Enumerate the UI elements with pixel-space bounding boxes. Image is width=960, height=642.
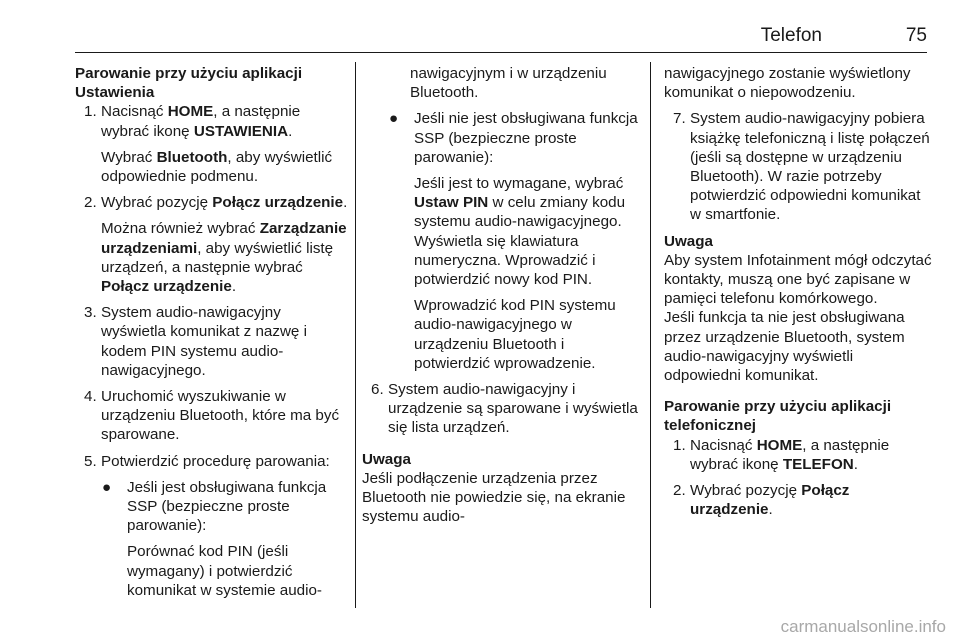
note-text: Jeśli podłączenie urządzenia przez Bluetooth nie powiedzie się, na ekranie systemu audio-	[362, 469, 626, 526]
step-4: 4. Uruchomić wyszukiwanie w urządzeniu Bluetooth, które ma być sparowane.	[84, 388, 340, 444]
note-body: Jeśli funkcja ta nie jest obsługiwana przez urządzenie Bluetooth, system audio-nawigacyjny wyświetli odpowiedni komunikat.	[664, 309, 905, 385]
page-header	[75, 22, 927, 50]
phone-step-2: 2. Wybrać pozycję Połącz urządzenie.	[673, 482, 850, 519]
bullet-icon: ●	[102, 478, 112, 496]
bullet-continuation: nawigacyjnym i w urządzeniu Bluetooth.	[410, 65, 607, 102]
column-1	[75, 64, 349, 600]
step-3: 3. System audio-nawigacyjny wyświetla komunikat z nazwę i kodem PIN systemu audio-nawigacyjnego.	[84, 304, 307, 379]
column-3	[664, 64, 934, 519]
bullet-wrap	[388, 109, 642, 373]
step-5: 5. Potwierdzić procedurę parowania: ● Jeśli jest obsługiwana funkcja SSP (bezpieczne proste parowanie): Porównać kod PIN (jeśli wymagany) i potwierdzić komunikat w systemie audio-	[75, 452, 349, 600]
section-heading-2: Parowanie przy użyciu aplikacji telefonicznej	[664, 398, 892, 435]
header-rule	[75, 52, 927, 53]
column-divider-2	[650, 62, 651, 608]
note-continuation: nawigacyjnego zostanie wyświetlony komunikat o niepowodzeniu.	[664, 65, 911, 102]
watermark: carmanualsonline.info	[780, 616, 946, 636]
bullet-icon: ●	[389, 110, 399, 128]
column-divider-1	[355, 62, 356, 608]
step-1: 1. Nacisnąć HOME, a następnie wybrać ikonę USTAWIENIA. Wybrać Bluetooth, aby wyświetlić odpowiednie podmenu.	[84, 103, 333, 186]
bullet-ssp-supported: ● Jeśli jest obsługiwana funkcja SSP (bezpieczne proste parowanie): Porównać kod PIN (jeśli wymagany) i potwierdzić komunikat w systemie audio-	[102, 478, 327, 599]
page-number: 75	[905, 25, 927, 46]
step-7: 7. System audio-nawigacyjny pobiera książkę telefoniczną i listę połączeń (jeśli są dostępne w urządzeniu Bluetooth). W razie potrzeby potwierdzić odpowiedni komunikat w smartfonie.	[673, 110, 930, 224]
chapter-title: Telefon	[760, 25, 822, 46]
bullet-ssp-unsupported: ● Jeśli nie jest obsługiwana funkcja SSP (bezpieczne proste parowanie): Jeśli jest to wymagane, wybrać Ustaw PIN w celu zmiany kodu systemu audio-nawigacyjnego. Wyświetla się klawiatura numeryczna. Wprowadzić i potwierdzić nowy kod PIN. Wprowadzić kod PIN systemu audio-nawigacyjnego w urządzeniu Bluetooth i potwierdzić wprowadzenie.	[389, 110, 638, 372]
section-heading: Parowanie przy użyciu aplikacji Ustawienia	[75, 65, 303, 102]
phone-step-1: 1. Nacisnąć HOME, a następnie wybrać ikonę TELEFON.	[673, 436, 890, 473]
step-6: 6. System audio-nawigacyjny i urządzenie są sparowane i wyświetla się lista urządzeń.	[371, 381, 638, 437]
note-text-2: Aby system Infotainment mógł odczytać kontakty, muszą one być zapisane w pamięci telefonu komórkowego.	[664, 251, 932, 308]
column-2	[362, 64, 642, 526]
step-2: 2. Wybrać pozycję Połącz urządzenie. Można również wybrać Zarządzanie urządzeniami, aby wyświetlić listę urządzeń, a następnie wybrać Połącz urządzenie.	[84, 194, 348, 296]
note-label: Uwaga	[362, 450, 411, 468]
note-label-2: Uwaga	[664, 232, 713, 250]
